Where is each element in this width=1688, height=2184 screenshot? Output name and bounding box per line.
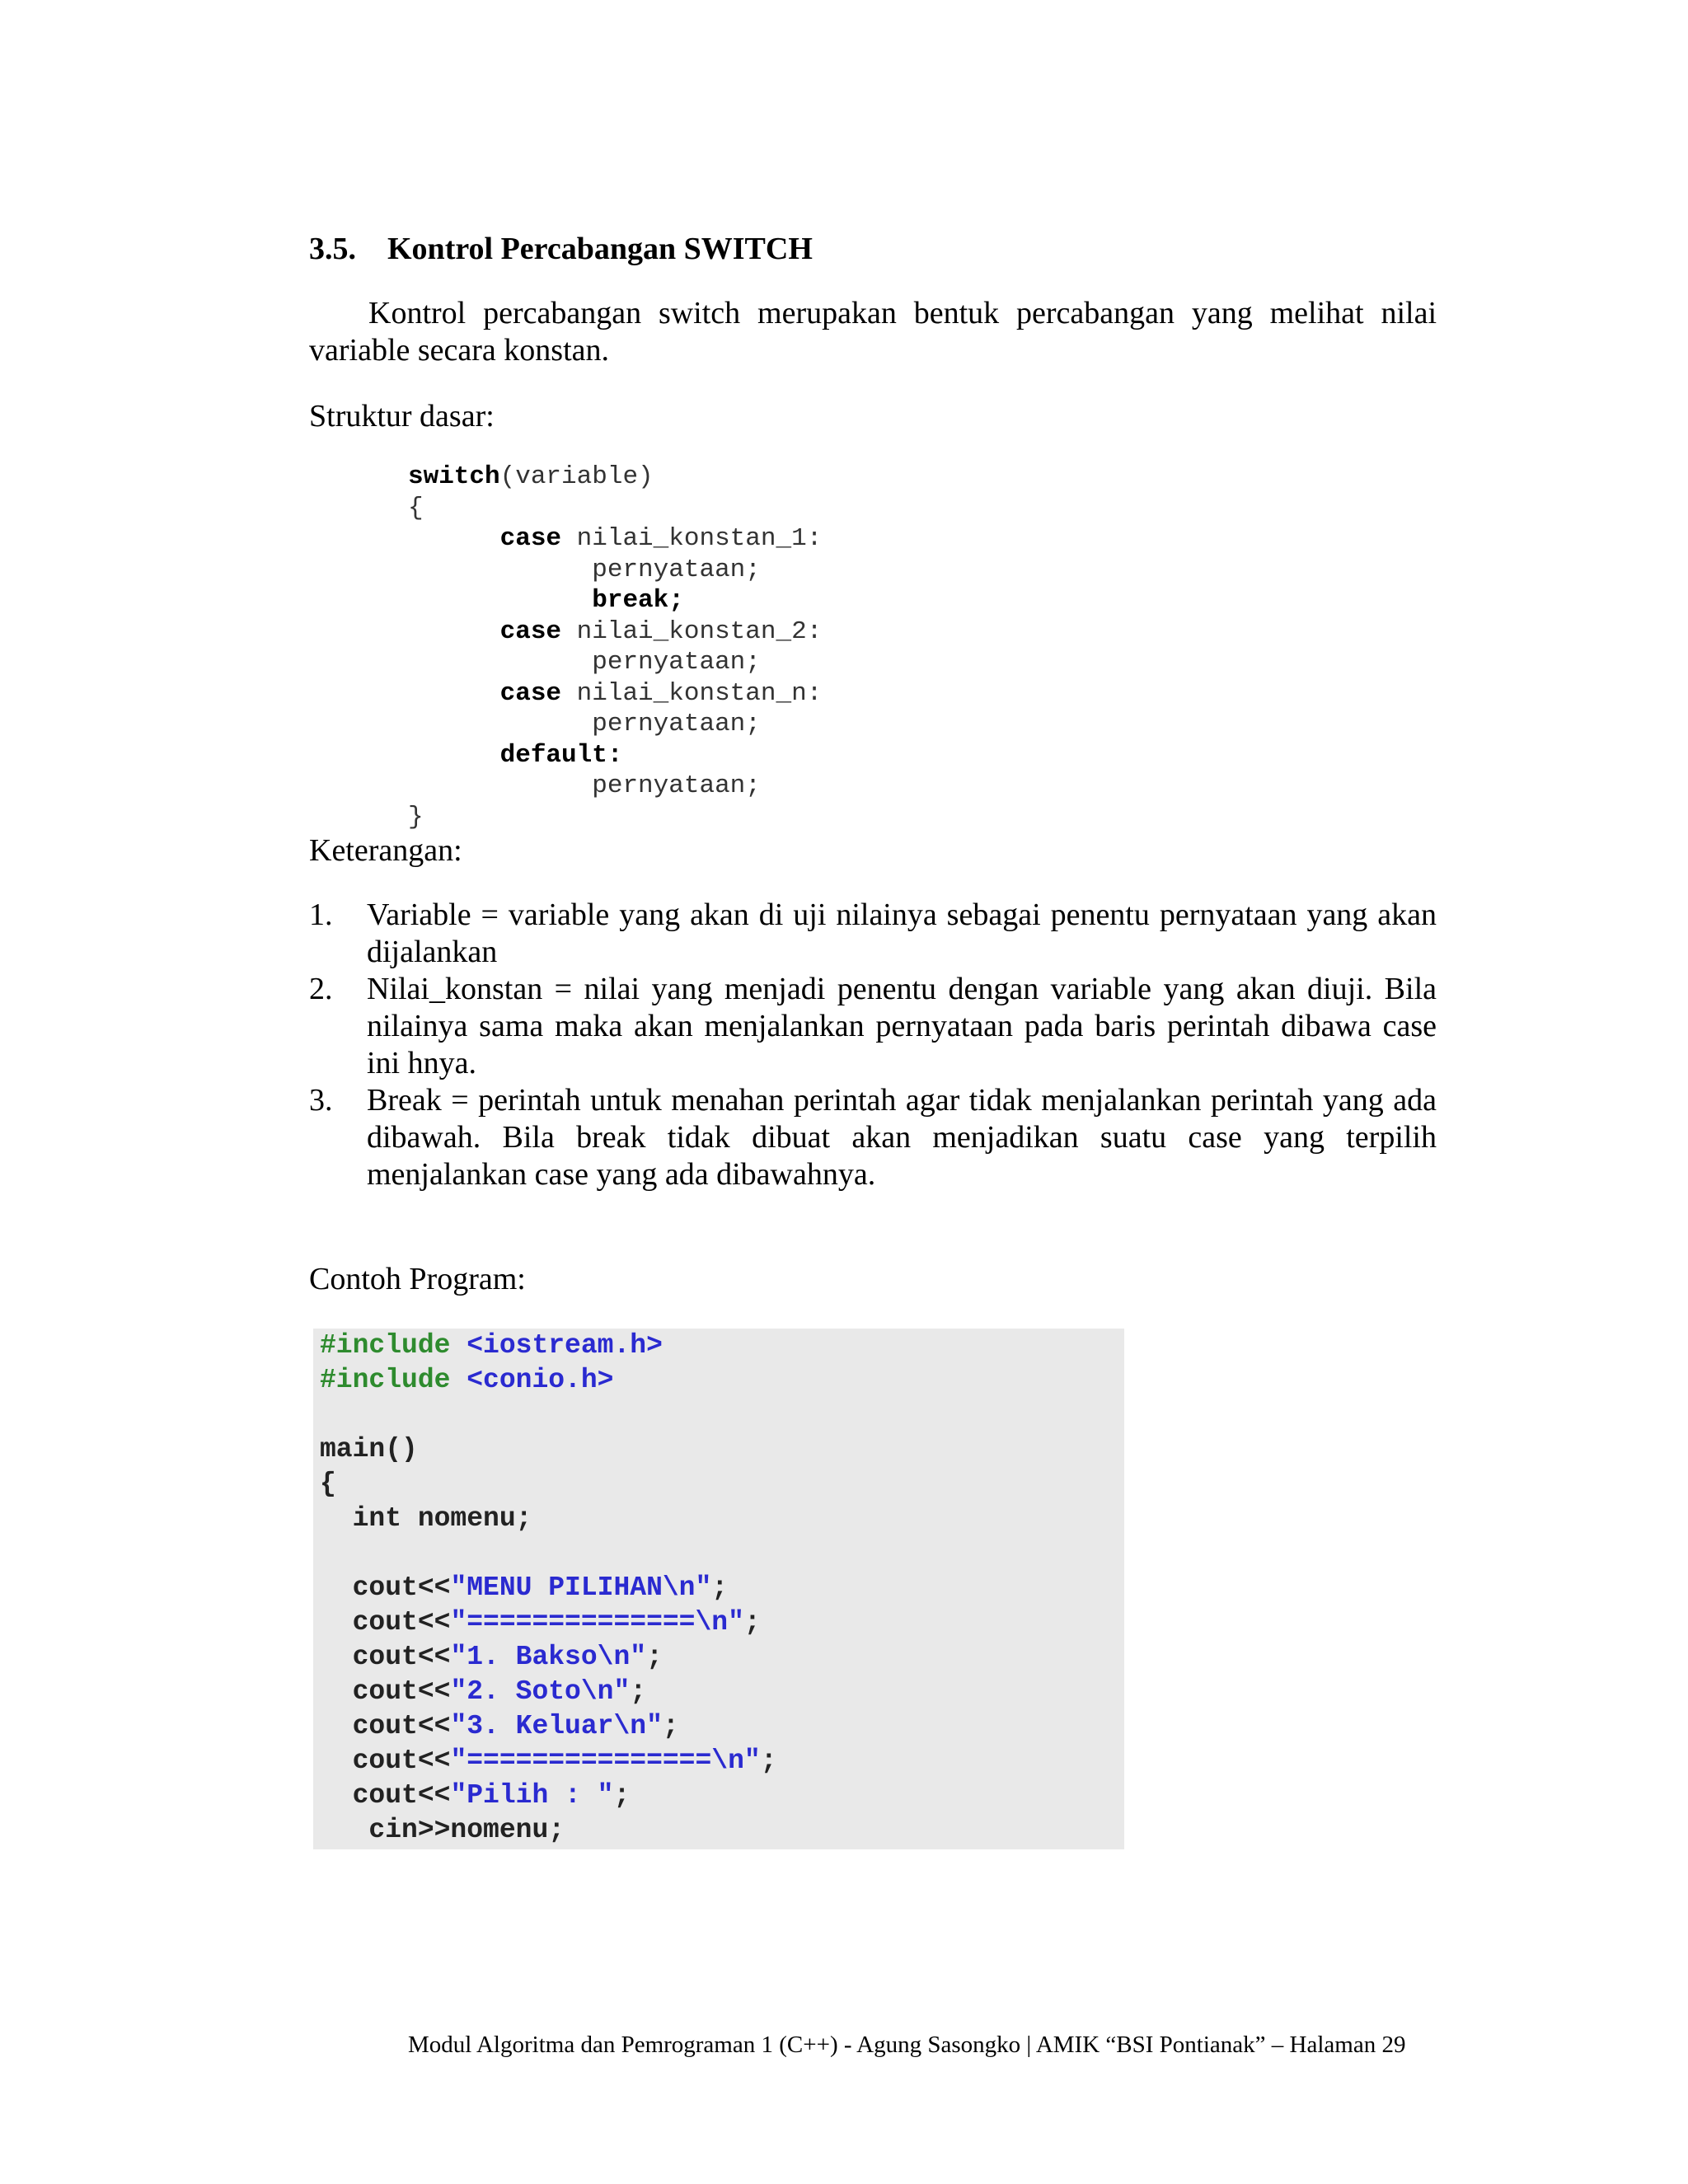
syntax-text: pernyataan; xyxy=(592,710,761,738)
notes-list xyxy=(309,897,1437,1193)
note-number: 3. xyxy=(309,1083,333,1118)
note-number: 1. xyxy=(309,898,333,932)
program-line xyxy=(313,1744,1124,1779)
code-token: "3. Keluar\n" xyxy=(450,1711,663,1741)
code-token: "2. Soto\n" xyxy=(450,1676,631,1707)
syntax-text: pernyataan; xyxy=(592,555,761,584)
syntax-line xyxy=(408,678,822,710)
code-token: <conio.h> xyxy=(467,1365,614,1395)
syntax-text: nilai_konstan_2: xyxy=(561,616,823,646)
program-line xyxy=(313,1709,1124,1744)
syntax-line xyxy=(408,709,822,740)
program-line xyxy=(313,1363,1124,1398)
syntax-text: (variable) xyxy=(499,462,654,491)
syntax-keyword: default: xyxy=(499,740,623,770)
note-number: 2. xyxy=(309,972,333,1006)
section-heading xyxy=(309,231,813,267)
code-token: cout<< xyxy=(320,1642,451,1672)
code-token: ; xyxy=(711,1572,729,1603)
program-line xyxy=(313,1329,1124,1363)
syntax-line xyxy=(408,523,822,555)
note-item xyxy=(309,1082,1437,1193)
syntax-line xyxy=(408,462,822,493)
syntax-keyword: switch xyxy=(408,462,500,491)
section-title: Kontrol Percabangan SWITCH xyxy=(387,232,813,266)
code-token: ; xyxy=(630,1676,647,1707)
code-token: "==============\n" xyxy=(450,1607,744,1638)
program-line xyxy=(313,1536,1124,1571)
code-token: cout<< xyxy=(320,1780,451,1811)
syntax-line xyxy=(408,740,822,771)
syntax-text: pernyataan; xyxy=(592,771,761,800)
note-item xyxy=(309,897,1437,971)
program-line xyxy=(313,1432,1124,1467)
syntax-line xyxy=(408,771,822,802)
code-token: ; xyxy=(760,1746,777,1776)
syntax-text: pernyataan; xyxy=(592,648,761,677)
program-line xyxy=(313,1675,1124,1709)
syntax-text: } xyxy=(408,802,424,832)
program-line xyxy=(313,1398,1124,1432)
struktur-label: Struktur dasar: xyxy=(309,399,495,434)
program-line xyxy=(313,1779,1124,1813)
code-token: <iostream.h> xyxy=(467,1330,663,1361)
program-line xyxy=(313,1605,1124,1640)
note-item xyxy=(309,971,1437,1082)
syntax-text: nilai_konstan_1: xyxy=(561,524,823,553)
syntax-line xyxy=(408,493,822,524)
code-token: "MENU PILIHAN\n" xyxy=(450,1572,712,1603)
syntax-code-block xyxy=(408,462,822,832)
code-token: "1. Bakso\n" xyxy=(450,1642,647,1672)
intro-paragraph: Kontrol percabangan switch merupakan bentuk percabangan yang melihat nilai variable secara konstan. xyxy=(309,296,1437,368)
program-line xyxy=(313,1571,1124,1605)
code-token: { xyxy=(320,1469,336,1499)
keterangan-label: Keterangan: xyxy=(309,833,462,868)
code-token: ; xyxy=(613,1780,631,1811)
note-text: Nilai_konstan = nilai yang menjadi penentu dengan variable yang akan diuji. Bila nilainya sama maka akan menjalankan pernyataan pada baris perintah dibawa case ini hnya. xyxy=(367,972,1437,1080)
code-token: cout<< xyxy=(320,1607,451,1638)
syntax-keyword: case xyxy=(499,616,562,646)
code-token: main() xyxy=(320,1434,418,1465)
syntax-line xyxy=(408,647,822,678)
syntax-keyword: case xyxy=(499,678,562,708)
code-token: ; xyxy=(646,1642,663,1672)
syntax-text: nilai_konstan_n: xyxy=(561,678,823,708)
code-token: int nomenu; xyxy=(320,1503,532,1534)
syntax-text: { xyxy=(408,493,424,523)
syntax-keyword: case xyxy=(499,524,562,553)
program-code-box xyxy=(313,1329,1124,1849)
code-token: ; xyxy=(662,1711,679,1741)
code-token: #include xyxy=(320,1330,467,1361)
syntax-line xyxy=(408,616,822,648)
syntax-keyword: break; xyxy=(592,586,684,615)
code-token: cout<< xyxy=(320,1711,451,1741)
code-token: ; xyxy=(743,1607,761,1638)
code-token: cout<< xyxy=(320,1572,451,1603)
program-line xyxy=(313,1813,1124,1848)
code-token: cout<< xyxy=(320,1676,451,1707)
section-number: 3.5. xyxy=(309,232,356,266)
code-token: cout<< xyxy=(320,1746,451,1776)
note-text: Variable = variable yang akan di uji nilainya sebagai penentu pernyataan yang akan dijalankan xyxy=(367,898,1437,969)
code-token: cin>>nomenu; xyxy=(320,1815,565,1845)
code-token: "===============\n" xyxy=(450,1746,761,1776)
syntax-line xyxy=(408,802,822,833)
program-line xyxy=(313,1640,1124,1675)
code-token: "Pilih : " xyxy=(450,1780,614,1811)
page-footer: Modul Algoritma dan Pemrograman 1 (C++) - Agung Sasongko | AMIK “BSI Pontianak” – Halaman 29 xyxy=(408,2032,1406,2058)
syntax-line xyxy=(408,555,822,586)
note-text: Break = perintah untuk menahan perintah agar tidak menjalankan perintah yang ada dibawah. Bila break tidak dibuat akan menjadikan suatu case yang terpilih menjalankan case yang ada dibawahnya. xyxy=(367,1083,1437,1192)
program-line xyxy=(313,1467,1124,1502)
syntax-line xyxy=(408,585,822,616)
code-token: #include xyxy=(320,1365,467,1395)
program-line xyxy=(313,1502,1124,1536)
contoh-label: Contoh Program: xyxy=(309,1262,526,1296)
